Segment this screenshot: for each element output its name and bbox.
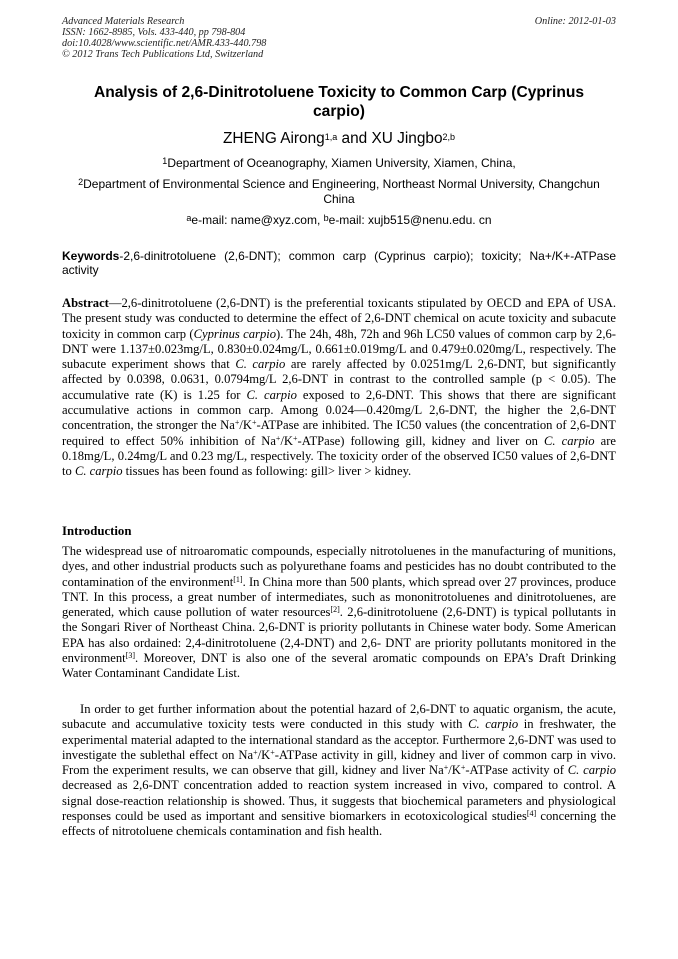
paragraph-text: /K xyxy=(448,763,461,778)
citation-ref[interactable]: [1] xyxy=(233,574,243,584)
keywords-text: -2,6-dinitrotoluene (2,6-DNT); common carp (Cyprinus carpio); toxicity; Na+/K+-ATPase activity xyxy=(62,249,616,277)
citation-ref[interactable]: [2] xyxy=(330,605,340,615)
author-affiliation-mark: 2,b xyxy=(442,132,456,142)
species-name: Cyprinus carpio xyxy=(193,326,277,341)
species-name: C. carpio xyxy=(74,464,123,479)
superscript: + xyxy=(270,747,275,757)
paragraph-text: . 2,6-dinitrotoluene (2,6-DNT) is typical pollutants in the Songari River of Northeast China. 2,6-DNT is priority pollutants in Chinese water body. Some American EPA has also ordained: 2,4-dinitrotoluene (2,4-DNT) and 2,6- DNT are priority pollutants monitored in the environment xyxy=(62,605,616,666)
paragraph-text: /K xyxy=(257,747,271,762)
paragraph-text: -ATPase activity of xyxy=(465,763,568,778)
paragraph-text: decreased as 2,6-DNT concentration added to reaction system increased in vivo, compared to control. A signal dose-reaction relationship is showed. Thus, it suggests that biochemical parameters and physiological responses could be used as important and sensitive biomarkers in ecotoxicological studies xyxy=(62,778,616,824)
affiliation-2 xyxy=(62,177,616,207)
copyright-line: © 2012 Trans Tech Publications Ltd, Switzerland xyxy=(62,49,264,60)
online-date: Online: 2012-01-03 xyxy=(534,16,616,27)
superscript: + xyxy=(234,418,240,428)
superscript: + xyxy=(275,433,281,443)
introduction-heading: Introduction xyxy=(62,524,132,538)
species-name: C. carpio xyxy=(544,433,595,448)
introduction-paragraph-1 xyxy=(62,544,616,682)
superscript: + xyxy=(251,418,257,428)
keywords-section xyxy=(62,249,616,277)
abstract-text: -ATPase) following gill, kidney and liver on xyxy=(297,433,545,448)
abstract-text: —2,6-dinitrotoluene (2,6-DNT) is the preferential toxicants stipulated by OECD and EPA of USA. The present study was conducted to determine the effect of 2,6-DNT chemical on acute toxicity and subacute toxicity in common carp ( xyxy=(62,296,616,341)
abstract-text: are 0.18mg/L, 0.24mg/L and 0.23 mg/L, respectively. The toxicity order of the observed IC50 values of 2,6-DNT to xyxy=(62,433,617,479)
email-address[interactable]: e-mail: xujb515@nenu.edu. cn xyxy=(328,213,492,227)
introduction-paragraph-2 xyxy=(62,702,616,840)
author-name: ZHENG Airong xyxy=(222,130,325,147)
citation-ref[interactable]: [3] xyxy=(125,651,135,661)
superscript: + xyxy=(253,747,258,757)
paragraph-text: -ATPase activity in gill, kidney and liver of common carp in vivo. From the experiment results, we can observe that gill, kidney and liver Na xyxy=(62,747,616,778)
paragraph-text: In order to get further information about the potential hazard of 2,6-DNT to aquatic organism, the acute, subacute and accumulative toxicity tests were conducted in this study with xyxy=(62,702,616,732)
paragraph-text: concerning the effects of nitrotoluene chemicals contamination and fish health. xyxy=(62,809,616,839)
affiliation-1 xyxy=(62,156,616,171)
author-separator: and xyxy=(337,130,372,147)
paragraph-text: The widespread use of nitroaromatic compounds, especially nitrotoluenes in the manufacturing of munitions, dyes, and other industrial products such as polyurethane foams and pesticides has no doubt contributed to the contamination of the environment xyxy=(62,544,616,589)
abstract-text: -ATPase are inhibited. The IC50 values (the concentration of 2,6-DNT required to effect 50% inhibition of Na xyxy=(62,418,616,448)
issn-line: ISSN: 1662-8985, Vols. 433-440, pp 798-804 xyxy=(62,27,246,38)
paragraph-text: in freshwater, the experimental material adapted to the international standard as the acceptor. Furthermore 2,6-DNT was used to investigate the sublethal effect on Na xyxy=(62,717,617,762)
abstract-text: are rarely affected by 0.0251mg/L 2,6-DNT, but significantly affected by 0.0398, 0.0631, 0.0794mg/L 2,6-DNT in contrast to the controlled sample (p < 0.05). The accumulative rate (K) is 1.25 for xyxy=(62,357,616,402)
abstract-text: tissues has been found as following: gill> liver > kidney. xyxy=(122,464,412,479)
author-line xyxy=(62,130,616,148)
abstract-text: /K xyxy=(239,418,252,433)
superscript: + xyxy=(443,763,449,773)
affiliation-text: Department of Environmental Science and Engineering, Northeast Normal University, Changchun China xyxy=(83,177,600,206)
affiliation-mark: 1 xyxy=(162,156,168,166)
affiliation-text: Department of Oceanography, Xiamen University, Xiamen, China, xyxy=(167,156,516,170)
species-name: C. carpio xyxy=(246,387,297,402)
paragraph-text: . Moreover, DNT is also one of the several aromatic compounds on EPA’s Draft Drinking Water Contaminant Candidate List. xyxy=(62,651,616,681)
species-name: C. carpio xyxy=(567,763,617,778)
journal-header xyxy=(62,16,616,60)
paragraph-text: . In China more than 500 plants, which spread over 27 provinces, produce TNT. In this process, a great number of intermediates, such as mononitrotoluenes and dinitrotoluenes, are generated, which cause pollution of water resources xyxy=(62,574,616,620)
citation-ref[interactable]: [4] xyxy=(526,809,537,819)
email-mark: a xyxy=(186,213,192,223)
email-line xyxy=(62,213,616,228)
email-address[interactable]: e-mail: name@xyz.com, xyxy=(191,213,324,227)
abstract-label: Abstract xyxy=(62,296,109,310)
author-affiliation-mark: 1,a xyxy=(324,132,338,142)
journal-name: Advanced Materials Research xyxy=(62,16,185,27)
abstract-text: exposed to 2,6-DNT. This shows that there are significant accumulative actions in common carp. Among 0.024—0.420mg/L 2,6-DNT, the higher the 2,6-DNT concentration, the stronger the Na xyxy=(62,387,616,433)
species-name: C. carpio xyxy=(235,357,286,372)
abstract-text: ). The 24h, 48h, 72h and 96h LC50 values of common carp by 2,6-DNT were 1.137±0.023mg/L, 0.830±0.024mg/L, 0.661±0.019mg/L and 0.479±0.020mg/L, respectively. The subacute experiment shows that xyxy=(62,326,616,372)
species-name: C. carpio xyxy=(468,717,519,732)
abstract-text: /K xyxy=(280,433,294,448)
superscript: + xyxy=(460,763,466,773)
paper-title: Analysis of 2,6-Dinitrotoluene Toxicity to Common Carp (Cyprinus carpio) xyxy=(93,84,585,120)
author-name: XU Jingbo xyxy=(371,130,443,147)
email-mark: b xyxy=(323,213,329,223)
doi-line[interactable]: doi:10.4028/www.scientific.net/AMR.433-440.798 xyxy=(62,38,267,49)
abstract-section xyxy=(62,296,616,480)
affiliation-mark: 2 xyxy=(78,177,84,187)
keywords-label: Keywords xyxy=(62,249,120,263)
superscript: + xyxy=(293,433,298,443)
